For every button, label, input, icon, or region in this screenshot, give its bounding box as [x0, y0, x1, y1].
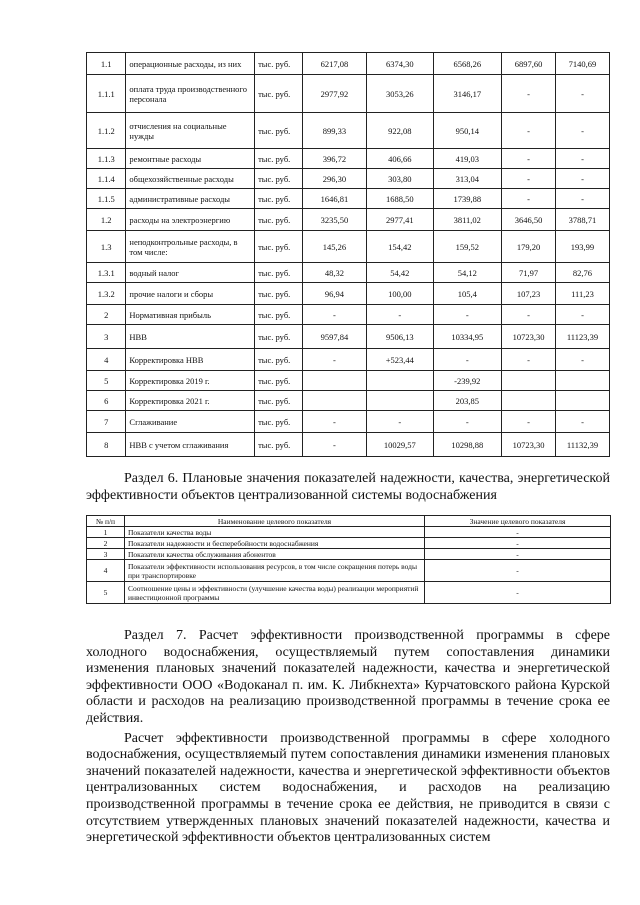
row-value-5: - [555, 349, 609, 371]
row-value-1: - [302, 411, 366, 433]
indicator-table [86, 515, 611, 604]
table-row [87, 433, 610, 457]
row-value-2: 303,80 [367, 169, 433, 189]
row-value-4 [502, 391, 556, 411]
row-value-3: 203,85 [433, 391, 501, 411]
table-row [87, 349, 610, 371]
row-value-1: 296,30 [302, 169, 366, 189]
row-value-2: 100,00 [367, 283, 433, 305]
row-value-1: 396,72 [302, 149, 366, 169]
indicator-header-num: № п/п [87, 516, 125, 527]
row-value-1: 2977,92 [302, 75, 366, 113]
row-code: 1.1.4 [87, 169, 126, 189]
row-value-2: 406,66 [367, 149, 433, 169]
row-code: 4 [87, 349, 126, 371]
table-row [87, 371, 610, 391]
row-unit: тыс. руб. [255, 263, 303, 283]
row-value-4: 10723,30 [502, 433, 556, 457]
row-name: НВВ [126, 325, 255, 349]
row-value-5: - [555, 305, 609, 325]
indicator-name: Показатели качества обслуживания абонентов [125, 549, 425, 560]
table-row [87, 53, 610, 75]
row-value-3: - [433, 349, 501, 371]
indicator-name: Показатели надежности и бесперебойности водоснабжения [125, 538, 425, 549]
row-value-3: - [433, 305, 501, 325]
row-name: водный налог [126, 263, 255, 283]
financial-table-body [87, 53, 610, 457]
row-unit: тыс. руб. [255, 411, 303, 433]
row-value-4: - [502, 305, 556, 325]
indicator-name: Соотношение цены и эффективности (улучшение качества воды) реализации мероприятий инвестиционной программы [125, 582, 425, 604]
row-value-1: 3235,50 [302, 209, 366, 231]
row-code: 1.3 [87, 231, 126, 263]
row-value-4: - [502, 113, 556, 149]
row-value-4: 6897,60 [502, 53, 556, 75]
row-value-1: - [302, 349, 366, 371]
indicator-num: 3 [87, 549, 125, 560]
row-code: 1.1.3 [87, 149, 126, 169]
row-value-3: 3146,17 [433, 75, 501, 113]
row-code: 7 [87, 411, 126, 433]
indicator-name: Показатели эффективности использования ресурсов, в том числе сокращения потерь воды при транспортировке [125, 560, 425, 582]
row-name: неподконтрольные расходы, в том числе: [126, 231, 255, 263]
section-7 [86, 628, 610, 850]
row-code: 1.3.2 [87, 283, 126, 305]
row-unit: тыс. руб. [255, 169, 303, 189]
row-value-2: 6374,30 [367, 53, 433, 75]
table-row [87, 283, 610, 305]
row-value-2 [367, 371, 433, 391]
row-value-4: - [502, 169, 556, 189]
row-value-4: - [502, 149, 556, 169]
table-row [87, 391, 610, 411]
indicator-num: 1 [87, 527, 125, 538]
row-value-1 [302, 371, 366, 391]
indicator-row [87, 582, 611, 604]
row-code: 1.1 [87, 53, 126, 75]
row-code: 3 [87, 325, 126, 349]
indicator-value: - [425, 538, 611, 549]
row-unit: тыс. руб. [255, 305, 303, 325]
indicator-header-name: Наименование целевого показателя [125, 516, 425, 527]
row-value-5: 11123,39 [555, 325, 609, 349]
row-value-2: 9506,13 [367, 325, 433, 349]
indicator-num: 5 [87, 582, 125, 604]
section-6-heading: Раздел 6. Плановые значения показателей надежности, качества, энергетической эффективности объектов централизованной системы водоснабжения [86, 471, 610, 503]
table-row [87, 231, 610, 263]
row-value-5: - [555, 75, 609, 113]
row-value-2: 154,42 [367, 231, 433, 263]
row-value-3: 6568,26 [433, 53, 501, 75]
row-value-4: - [502, 349, 556, 371]
row-value-3: 950,14 [433, 113, 501, 149]
indicator-table-body [87, 527, 611, 604]
row-value-1 [302, 391, 366, 411]
row-value-4: - [502, 75, 556, 113]
indicator-name: Показатели качества воды [125, 527, 425, 538]
row-unit: тыс. руб. [255, 325, 303, 349]
row-value-1: 145,26 [302, 231, 366, 263]
row-value-5: 3788,71 [555, 209, 609, 231]
row-code: 1.1.2 [87, 113, 126, 149]
table-row [87, 169, 610, 189]
row-unit: тыс. руб. [255, 231, 303, 263]
indicator-num: 2 [87, 538, 125, 549]
indicator-value: - [425, 582, 611, 604]
row-value-2: 3053,26 [367, 75, 433, 113]
indicator-header-row [87, 516, 611, 527]
indicator-value: - [425, 560, 611, 582]
table-row [87, 149, 610, 169]
row-name: оплата труда производственного персонала [126, 75, 255, 113]
indicator-row [87, 527, 611, 538]
row-unit: тыс. руб. [255, 149, 303, 169]
row-value-1: 1646,81 [302, 189, 366, 209]
row-value-4: 71,97 [502, 263, 556, 283]
row-value-3: 159,52 [433, 231, 501, 263]
row-unit: тыс. руб. [255, 433, 303, 457]
row-code: 8 [87, 433, 126, 457]
row-unit: тыс. руб. [255, 189, 303, 209]
table-row [87, 263, 610, 283]
row-value-5: - [555, 189, 609, 209]
row-value-3: 3811,02 [433, 209, 501, 231]
row-unit: тыс. руб. [255, 349, 303, 371]
row-value-4: 3646,50 [502, 209, 556, 231]
row-name: прочие налоги и сборы [126, 283, 255, 305]
section-7-paragraph-1: Раздел 7. Расчет эффективности производственной программы в сфере холодного водоснабжения, осуществляемый путем сопоставления динамики изменения плановых значений показателей надежности, качества и энергетической эффективности ООО «Водоканал п. им. К. Либкнехта» Курчатовского района Курской области и расходов на реализацию производственной программы в течение срока ее действия. [86, 628, 610, 726]
row-value-2: - [367, 411, 433, 433]
row-value-1: 899,33 [302, 113, 366, 149]
row-unit: тыс. руб. [255, 371, 303, 391]
row-value-2 [367, 391, 433, 411]
row-value-5: 11132,39 [555, 433, 609, 457]
row-value-2: - [367, 305, 433, 325]
row-unit: тыс. руб. [255, 283, 303, 305]
row-name: НВВ с учетом сглаживания [126, 433, 255, 457]
row-value-1: 6217,08 [302, 53, 366, 75]
indicator-value: - [425, 549, 611, 560]
table-row [87, 305, 610, 325]
row-value-4: 179,20 [502, 231, 556, 263]
table-row [87, 325, 610, 349]
row-value-5: - [555, 169, 609, 189]
row-value-3: - [433, 411, 501, 433]
row-name: общехозяйственные расходы [126, 169, 255, 189]
row-code: 1.2 [87, 209, 126, 231]
row-value-5 [555, 391, 609, 411]
row-value-5: - [555, 149, 609, 169]
indicator-value: - [425, 527, 611, 538]
indicator-header-value: Значение целевого показателя [425, 516, 611, 527]
table-row [87, 75, 610, 113]
row-value-1: 9597,84 [302, 325, 366, 349]
row-name: ремонтные расходы [126, 149, 255, 169]
row-value-2: 1688,50 [367, 189, 433, 209]
row-value-4: - [502, 189, 556, 209]
row-value-1: 96,94 [302, 283, 366, 305]
row-name: отчисления на социальные нужды [126, 113, 255, 149]
row-code: 1.3.1 [87, 263, 126, 283]
financial-table [86, 52, 610, 457]
row-code: 2 [87, 305, 126, 325]
row-value-3: 1739,88 [433, 189, 501, 209]
row-code: 1.1.5 [87, 189, 126, 209]
row-value-2: +523,44 [367, 349, 433, 371]
table-row [87, 113, 610, 149]
row-name: операционные расходы, из них [126, 53, 255, 75]
section-6 [86, 470, 610, 504]
indicator-row [87, 549, 611, 560]
indicator-row [87, 560, 611, 582]
row-value-3: 10298,88 [433, 433, 501, 457]
row-name: Нормативная прибыль [126, 305, 255, 325]
row-unit: тыс. руб. [255, 53, 303, 75]
row-name: Корректировка 2021 г. [126, 391, 255, 411]
row-code: 1.1.1 [87, 75, 126, 113]
row-value-3: 54,12 [433, 263, 501, 283]
row-value-5: 111,23 [555, 283, 609, 305]
row-code: 6 [87, 391, 126, 411]
section-7-paragraph-2: Расчет эффективности производственной программы в сфере холодного водоснабжения, осуществляемый путем сопоставления динамики изменения плановых значений показателей надежности, качества и энергетической эффективности объектов централизованных систем водоснабжения, и расходов на реализацию производственной программы в течение срока ее действия, не приводится в связи с отсутствием утвержденных плановых значений показателей надежности, качества и энергетической эффективности объектов централизованных систем [86, 730, 610, 846]
row-value-5: - [555, 113, 609, 149]
row-value-4 [502, 371, 556, 391]
row-value-3: -239,92 [433, 371, 501, 391]
table-row [87, 209, 610, 231]
row-value-1: - [302, 305, 366, 325]
row-value-4: 10723,30 [502, 325, 556, 349]
row-value-2: 922,08 [367, 113, 433, 149]
row-unit: тыс. руб. [255, 75, 303, 113]
row-value-5: 82,76 [555, 263, 609, 283]
row-unit: тыс. руб. [255, 391, 303, 411]
row-value-5: 7140,69 [555, 53, 609, 75]
row-unit: тыс. руб. [255, 209, 303, 231]
row-value-5: - [555, 411, 609, 433]
row-name: Сглаживание [126, 411, 255, 433]
row-value-2: 2977,41 [367, 209, 433, 231]
row-value-3: 105,4 [433, 283, 501, 305]
row-value-4: 107,23 [502, 283, 556, 305]
row-value-1: - [302, 433, 366, 457]
row-code: 5 [87, 371, 126, 391]
row-name: Корректировка НВВ [126, 349, 255, 371]
row-name: расходы на электроэнергию [126, 209, 255, 231]
row-value-2: 54,42 [367, 263, 433, 283]
indicator-row [87, 538, 611, 549]
row-value-3: 419,03 [433, 149, 501, 169]
row-name: Корректировка 2019 г. [126, 371, 255, 391]
table-row [87, 189, 610, 209]
row-value-5: 193,99 [555, 231, 609, 263]
row-value-2: 10029,57 [367, 433, 433, 457]
row-value-4: - [502, 411, 556, 433]
table-row [87, 411, 610, 433]
row-name: административные расходы [126, 189, 255, 209]
row-unit: тыс. руб. [255, 113, 303, 149]
row-value-3: 10334,95 [433, 325, 501, 349]
row-value-3: 313,04 [433, 169, 501, 189]
indicator-num: 4 [87, 560, 125, 582]
row-value-1: 48,32 [302, 263, 366, 283]
row-value-5 [555, 371, 609, 391]
